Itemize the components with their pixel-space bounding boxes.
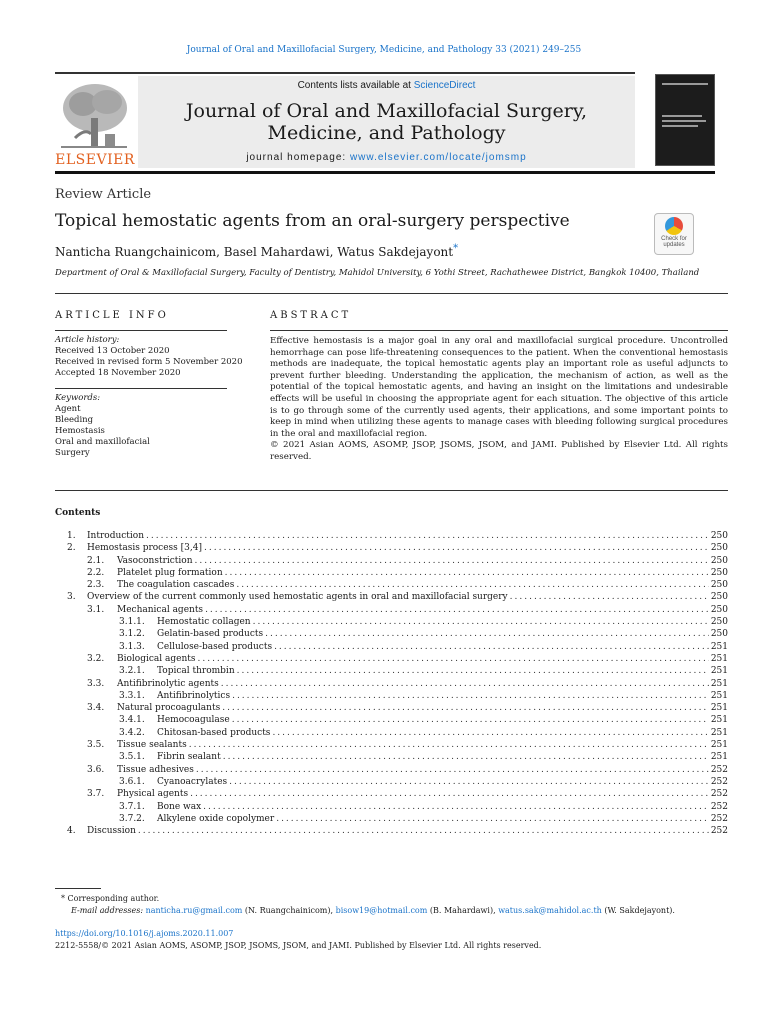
toc-number: 2.2. <box>87 567 105 578</box>
toc-leader-dots <box>146 530 709 542</box>
toc-row[interactable] <box>55 542 728 554</box>
header-top-rule <box>55 72 635 74</box>
toc-leader-dots <box>196 764 709 776</box>
toc-page[interactable]: 252 <box>710 789 728 800</box>
toc-page[interactable]: 251 <box>710 727 728 738</box>
toc-page[interactable]: 251 <box>710 703 728 714</box>
toc-row[interactable] <box>55 739 728 751</box>
toc-title[interactable]: Chitosan-based products <box>157 727 271 738</box>
toc-leader-dots <box>272 727 708 739</box>
toc-title[interactable]: Bone wax <box>157 801 202 812</box>
toc-page[interactable]: 251 <box>710 666 728 677</box>
footnote <box>55 893 675 917</box>
toc-row[interactable] <box>55 665 728 677</box>
toc-row[interactable] <box>55 555 728 567</box>
toc-row[interactable] <box>55 604 728 616</box>
toc-number: 3.5. <box>87 740 105 751</box>
toc-page[interactable]: 250 <box>710 604 728 615</box>
article-history <box>55 335 242 379</box>
toc-title[interactable]: Alkylene oxide copolymer <box>157 813 275 824</box>
toc-title[interactable]: Antifibrinolytic agents <box>117 678 219 689</box>
toc-title[interactable]: Fibrin sealant <box>157 752 221 763</box>
toc-page[interactable]: 251 <box>710 740 728 751</box>
toc-leader-dots <box>205 604 709 616</box>
keyword: Hemostasis <box>55 426 105 436</box>
toc-page[interactable]: 250 <box>710 617 728 628</box>
toc-title[interactable]: Antifibrinolytics <box>157 690 231 701</box>
corresponding-mark[interactable]: * <box>453 243 459 254</box>
toc-leader-dots <box>274 641 709 653</box>
doi-link[interactable]: https://doi.org/10.1016/j.ajoms.2020.11.007 <box>55 929 234 938</box>
toc-leader-dots <box>189 739 709 751</box>
email-line <box>71 905 675 917</box>
toc-number: 2.3. <box>87 580 105 591</box>
toc-number: 4. <box>67 826 76 837</box>
toc-title[interactable]: Introduction <box>87 531 144 541</box>
toc-row[interactable] <box>55 751 728 763</box>
header-bottom-rule <box>55 171 715 174</box>
article-info-heading: ARTICLE INFO <box>55 310 169 321</box>
info-top-rule <box>55 293 728 294</box>
journal-cover-thumbnail[interactable] <box>655 74 715 166</box>
toc-title[interactable]: Physical agents <box>117 789 189 800</box>
toc-number: 3.7.1. <box>119 801 145 812</box>
issn-copyright: 2212-5558/© 2021 Asian AOMS, ASOMP, JSOP, JSOMS, JSOM, and JAMI. Published by Elsevier Ltd. All rights reserved. <box>55 941 542 950</box>
toc-number: 3.4.2. <box>119 727 145 738</box>
toc-number: 2. <box>67 543 76 554</box>
toc-title[interactable]: Natural procoagulants <box>117 703 221 714</box>
elsevier-wordmark: ELSEVIER <box>55 152 135 168</box>
toc-row[interactable] <box>55 653 728 665</box>
toc-number: 3.1.1. <box>119 617 145 628</box>
journal-citation[interactable]: Journal of Oral and Maxillofacial Surgery, Medicine, and Pathology 33 (2021) 249–255 <box>186 45 582 55</box>
contents-prefix: Contents lists available at <box>297 80 414 91</box>
abstract-copyright: © 2021 Asian AOMS, ASOMP, JSOP, JSOMS, JSOM, and JAMI. Published by Elsevier Ltd. All rights reserved. <box>270 440 728 462</box>
toc-page[interactable]: 250 <box>710 531 728 541</box>
toc-title[interactable]: Hemocoagulase <box>157 715 230 726</box>
toc-leader-dots <box>203 801 709 813</box>
toc-page[interactable]: 251 <box>710 690 728 701</box>
toc-leader-dots <box>237 665 709 677</box>
email-name-3: (W. Sakdejayont). <box>604 906 675 915</box>
footnote-mark: * <box>61 894 65 903</box>
toc-row[interactable] <box>55 591 728 603</box>
email-link-1[interactable]: nanticha.ru@gmail.com <box>145 906 243 915</box>
toc-page[interactable]: 252 <box>710 764 728 775</box>
sciencedirect-link[interactable]: ScienceDirect <box>413 80 476 91</box>
corresponding-label: Corresponding author. <box>67 894 160 903</box>
toc-leader-dots <box>276 813 709 825</box>
toc-leader-dots <box>197 653 708 665</box>
toc-leader-dots <box>223 751 709 763</box>
toc-title[interactable]: Overview of the current commonly used hemostatic agents in oral and maxillofacial surgery <box>87 592 508 603</box>
doi-block <box>55 928 541 952</box>
toc-title[interactable]: Mechanical agents <box>117 604 204 615</box>
toc-number: 3.3.1. <box>119 690 145 701</box>
toc-leader-dots <box>221 678 709 690</box>
email-label: E-mail addresses: <box>71 906 144 915</box>
abstract-heading: ABSTRACT <box>270 310 352 321</box>
toc-row[interactable] <box>55 567 728 579</box>
toc-page[interactable]: 251 <box>710 678 728 689</box>
toc-page[interactable]: 250 <box>710 555 728 566</box>
toc-page[interactable]: 250 <box>710 592 728 603</box>
toc-number: 3.3. <box>87 678 105 689</box>
toc-number: 3.4.1. <box>119 715 145 726</box>
toc-page[interactable]: 251 <box>710 641 728 652</box>
history-label: Article history: <box>55 335 120 345</box>
table-of-contents <box>55 530 728 837</box>
toc-title[interactable]: Biological agents <box>117 653 196 664</box>
homepage-link[interactable]: www.elsevier.com/locate/jomsmp <box>349 152 527 163</box>
journal-homepage <box>138 152 635 163</box>
footnote-rule <box>55 888 101 889</box>
toc-page[interactable]: 250 <box>710 543 728 554</box>
toc-number: 3.7. <box>87 789 105 800</box>
toc-row[interactable] <box>55 825 728 837</box>
keyword: Bleeding <box>55 415 94 425</box>
keywords-label: Keywords: <box>55 393 101 403</box>
keyword: Agent <box>55 404 81 414</box>
toc-leader-dots <box>225 567 709 579</box>
toc-page[interactable]: 250 <box>710 567 728 578</box>
toc-leader-dots <box>253 616 709 628</box>
toc-number: 3.2. <box>87 653 105 664</box>
toc-number: 3.5.1. <box>119 752 145 763</box>
received-date: Received 13 October 2020 <box>55 346 170 356</box>
toc-title[interactable]: Gelatin-based products <box>157 629 264 640</box>
toc-number: 3. <box>67 592 76 603</box>
check-updates-icon <box>665 217 683 235</box>
journal-title-line2: Medicine, and Pathology <box>267 122 506 144</box>
toc-title[interactable]: Cyanoacrylates <box>157 776 228 787</box>
keyword: Oral and maxillofacial <box>55 437 150 447</box>
keyword: Surgery <box>55 448 90 458</box>
toc-number: 3.1.2. <box>119 629 145 640</box>
toc-number: 3.2.1. <box>119 666 145 677</box>
toc-row[interactable] <box>55 628 728 640</box>
toc-leader-dots <box>195 555 709 567</box>
toc-page[interactable]: 250 <box>710 629 728 640</box>
toc-leader-dots <box>265 628 709 640</box>
toc-page[interactable]: 252 <box>710 813 728 824</box>
toc-row[interactable] <box>55 616 728 628</box>
toc-row[interactable] <box>55 788 728 800</box>
toc-title[interactable]: Discussion <box>87 826 136 837</box>
abstract-text: Effective hemostasis is a major goal in any oral and maxillofacial surgical procedure. Uncontrolled hemorrhage can pose life-threatening consequences to the patient. When the conventional hemostasis methods are inadequate, the topical hemostatic agents play an important role as useful adjuncts to prevent further bleeding. Understanding the application, the mechanism of action, as well as the potential of the topical hemostatic agents, and having an insight on the limitations and undesirable effects will be useful in choosing the appropriate agent for each situation. The objective of this article is to go through some of the currently used agents, their applications, and some important points to keep in mind when utilizing these agents to manage cases with bleeding following surgical procedures in the oral and maxillofacial region. <box>270 336 728 439</box>
email-name-2: (B. Mahardawi), <box>429 906 496 915</box>
toc-row[interactable] <box>55 776 728 788</box>
toc-page[interactable]: 252 <box>710 826 728 837</box>
article-info-rule <box>55 330 227 331</box>
toc-title[interactable]: Topical thrombin <box>157 666 235 677</box>
toc-leader-dots <box>229 776 709 788</box>
email-link-2[interactable]: bisow19@hotmail.com <box>335 906 428 915</box>
homepage-prefix: journal homepage: <box>246 152 350 163</box>
toc-row[interactable] <box>55 530 728 542</box>
toc-leader-dots <box>190 788 709 800</box>
check-updates-label: Check for updates <box>661 236 687 248</box>
toc-title[interactable]: Platelet plug formation <box>117 567 223 578</box>
authors-text: Nanticha Ruangchainicom, Basel Mahardawi, Watus Sakdejayont <box>55 245 454 259</box>
toc-leader-dots <box>204 542 709 554</box>
toc-page[interactable]: 251 <box>710 653 728 664</box>
toc-leader-dots <box>138 825 709 837</box>
journal-title <box>138 100 635 144</box>
journal-title-line1: Journal of Oral and Maxillofacial Surgery, <box>185 100 588 122</box>
toc-number: 3.4. <box>87 703 105 714</box>
toc-title[interactable]: Cellulose-based products <box>157 641 273 652</box>
accepted-date: Accepted 18 November 2020 <box>55 368 181 378</box>
abstract-rule <box>270 330 728 331</box>
toc-page[interactable]: 251 <box>710 715 728 726</box>
toc-row[interactable] <box>55 764 728 776</box>
toc-number: 3.6.1. <box>119 776 145 787</box>
toc-title[interactable]: Tissue sealants <box>117 740 187 751</box>
author-list <box>55 243 458 259</box>
toc-row[interactable] <box>55 579 728 591</box>
toc-row[interactable] <box>55 801 728 813</box>
toc-row[interactable] <box>55 641 728 653</box>
toc-row[interactable] <box>55 678 728 690</box>
toc-leader-dots <box>510 591 709 603</box>
corresponding-note <box>55 893 675 905</box>
toc-row[interactable] <box>55 813 728 825</box>
toc-title[interactable]: The coagulation cascades <box>117 580 235 591</box>
toc-leader-dots <box>222 702 709 714</box>
article-title: Topical hemostatic agents from an oral-surgery perspective <box>55 211 570 231</box>
contents-available-line <box>138 80 635 91</box>
abstract-body <box>270 336 728 464</box>
check-for-updates-button[interactable] <box>654 213 694 255</box>
toc-number: 3.6. <box>87 764 105 775</box>
toc-title[interactable]: Tissue adhesives <box>117 764 194 775</box>
toc-leader-dots <box>232 714 709 726</box>
toc-row[interactable] <box>55 702 728 714</box>
affiliation: Department of Oral & Maxillofacial Surgery, Faculty of Dentistry, Mahidol University, 6 Yothi Street, Rachathewee District, Bangkok 10400, Thailand <box>55 268 700 278</box>
toc-page[interactable]: 250 <box>710 580 728 591</box>
keywords-rule <box>55 388 227 389</box>
toc-row[interactable] <box>55 714 728 726</box>
toc-page[interactable]: 251 <box>710 752 728 763</box>
toc-number: 1. <box>67 531 76 541</box>
contents-top-rule <box>55 490 728 491</box>
toc-row[interactable] <box>55 727 728 739</box>
toc-page[interactable]: 252 <box>710 776 728 787</box>
email-name-1: (N. Ruangchainicom), <box>244 906 334 915</box>
toc-number: 2.1. <box>87 555 105 566</box>
toc-title[interactable]: Hemostasis process [3,4] <box>87 543 202 554</box>
toc-number: 3.1.3. <box>119 641 145 652</box>
contents-heading: Contents <box>55 508 101 518</box>
toc-number: 3.1. <box>87 604 105 615</box>
toc-row[interactable] <box>55 690 728 702</box>
toc-leader-dots <box>236 579 708 591</box>
article-type: Review Article <box>55 187 152 202</box>
toc-title[interactable]: Hemostatic collagen <box>157 617 251 628</box>
revised-date: Received in revised form 5 November 2020 <box>55 357 243 367</box>
toc-number: 3.7.2. <box>119 813 145 824</box>
keywords-block <box>55 393 150 459</box>
toc-title[interactable]: Vasoconstriction <box>117 555 193 566</box>
toc-leader-dots <box>232 690 709 702</box>
toc-page[interactable]: 252 <box>710 801 728 812</box>
email-link-3[interactable]: watus.sak@mahidol.ac.th <box>498 906 602 915</box>
